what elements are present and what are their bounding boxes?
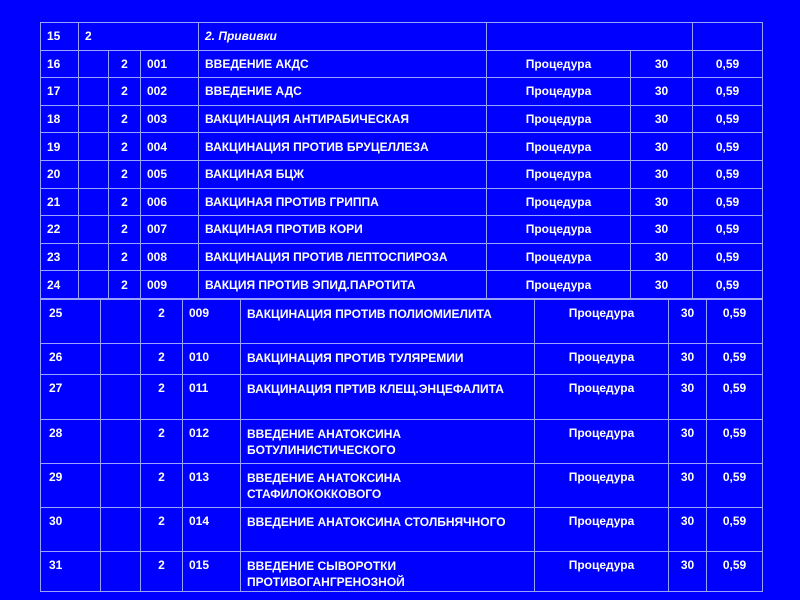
cell-code: 015	[183, 552, 241, 592]
table-row	[41, 160, 763, 188]
cell-price: 0,59	[693, 243, 763, 271]
cell-empty	[101, 464, 141, 508]
cell-price: 0,59	[693, 78, 763, 106]
cell-empty	[79, 216, 109, 244]
table-row	[41, 78, 763, 106]
table-row	[41, 133, 763, 161]
table-row	[41, 243, 763, 271]
cell-unit: Процедура	[487, 78, 631, 106]
cell-qty: 30	[669, 300, 707, 344]
cell-qty: 30	[669, 420, 707, 464]
cell-unit: Процедура	[487, 188, 631, 216]
cell-name: ВАКЦИЯ ПРОТИВ ЭПИД.ПАРОТИТА	[199, 271, 487, 299]
cell-empty	[79, 133, 109, 161]
cell-unit: Процедура	[535, 300, 669, 344]
cell-section: 2	[141, 464, 183, 508]
cell-section: 2	[109, 133, 141, 161]
cell-name: ВАКЦИНАЦИЯ ПРОТИВ ЛЕПТОСПИРОЗА	[199, 243, 487, 271]
cell-unit: Процедура	[487, 271, 631, 299]
cell-name: ВАКЦИНАЯ ПРОТИВ ГРИППА	[199, 188, 487, 216]
cell-name: ВАКЦИНАЯ ПРОТИВ КОРИ	[199, 216, 487, 244]
price-table-bottom	[40, 299, 763, 592]
table-row	[41, 188, 763, 216]
cell-price: 0,59	[693, 105, 763, 133]
cell-unit: Процедура	[535, 344, 669, 375]
cell-price: 0,59	[693, 188, 763, 216]
cell-empty	[79, 105, 109, 133]
cell-qty: 30	[631, 133, 693, 161]
cell-price: 0,59	[707, 508, 763, 552]
cell-code: 005	[141, 160, 199, 188]
cell-section: 2	[141, 344, 183, 375]
table-row	[41, 508, 763, 552]
table-row	[41, 375, 763, 420]
cell-section: 2	[109, 105, 141, 133]
cell-code: 009	[141, 271, 199, 299]
cell-code: 008	[141, 243, 199, 271]
cell-code: 011	[183, 375, 241, 420]
table-row	[41, 300, 763, 344]
cell-qty: 30	[631, 105, 693, 133]
cell-price: 0,59	[693, 216, 763, 244]
cell-name: ВАКЦИНАЯ БЦЖ	[199, 160, 487, 188]
cell-code: 006	[141, 188, 199, 216]
cell-section: 2	[109, 50, 141, 78]
cell-section: 2	[141, 508, 183, 552]
cell-price: 0,59	[693, 133, 763, 161]
cell-code: 014	[183, 508, 241, 552]
cell-name: ВВЕДЕНИЕ АНАТОКСИНА СТАФИЛОКОККОВОГО	[241, 464, 535, 508]
cell-qty: 30	[669, 375, 707, 420]
cell-empty	[79, 160, 109, 188]
cell-section: 2	[109, 78, 141, 106]
cell-unit: Процедура	[487, 133, 631, 161]
cell-name: ВАКЦИНАЦИЯ ПРОТИВ БРУЦЕЛЛЕЗА	[199, 133, 487, 161]
cell-num: 25	[41, 300, 101, 344]
cell-unit: Процедура	[487, 105, 631, 133]
cell-price: 0,59	[693, 160, 763, 188]
cell-empty	[693, 23, 763, 51]
cell-num: 17	[41, 78, 79, 106]
table-row	[41, 216, 763, 244]
cell-num: 21	[41, 188, 79, 216]
cell-section-title: 2. Прививки	[199, 23, 487, 51]
price-table-bottom-body	[41, 300, 763, 592]
cell-name: ВАКЦИНАЦИЯ ПРТИВ КЛЕЩ.ЭНЦЕФАЛИТА	[241, 375, 535, 420]
cell-unit: Процедура	[535, 464, 669, 508]
cell-name: ВВЕДЕНИЕ АНАТОКСИНА СТОЛБНЯЧНОГО	[241, 508, 535, 552]
cell-qty: 30	[669, 508, 707, 552]
table-row	[41, 344, 763, 375]
cell-price: 0,59	[707, 344, 763, 375]
table-row	[41, 50, 763, 78]
cell-qty: 30	[669, 464, 707, 508]
cell-qty: 30	[631, 160, 693, 188]
cell-num: 30	[41, 508, 101, 552]
cell-num: 19	[41, 133, 79, 161]
cell-name: ВВЕДЕНИЕ АКДС	[199, 50, 487, 78]
cell-code: 010	[183, 344, 241, 375]
cell-qty: 30	[669, 552, 707, 592]
cell-empty	[79, 78, 109, 106]
table-row	[41, 464, 763, 508]
cell-unit: Процедура	[535, 375, 669, 420]
cell-name: ВАКЦИНАЦИЯ ПРОТИВ ПОЛИОМИЕЛИТА	[241, 300, 535, 344]
cell-num: 27	[41, 375, 101, 420]
cell-empty	[79, 271, 109, 299]
cell-section: 2	[141, 420, 183, 464]
cell-num: 31	[41, 552, 101, 592]
cell-empty	[101, 375, 141, 420]
cell-empty	[79, 188, 109, 216]
cell-unit: Процедура	[487, 216, 631, 244]
cell-empty	[101, 300, 141, 344]
cell-qty: 30	[631, 216, 693, 244]
cell-qty: 30	[631, 188, 693, 216]
cell-price: 0,59	[707, 420, 763, 464]
cell-name: ВВЕДЕНИЕ АДС	[199, 78, 487, 106]
cell-empty	[79, 50, 109, 78]
cell-unit: Процедура	[535, 552, 669, 592]
table-row-section-header	[41, 23, 763, 51]
cell-code: 003	[141, 105, 199, 133]
cell-empty	[79, 243, 109, 271]
cell-price: 0,59	[707, 464, 763, 508]
cell-num: 16	[41, 50, 79, 78]
cell-section: 2	[109, 216, 141, 244]
cell-price: 0,59	[707, 375, 763, 420]
cell-price: 0,59	[707, 552, 763, 592]
cell-empty	[487, 23, 693, 51]
cell-num: 29	[41, 464, 101, 508]
cell-code: 013	[183, 464, 241, 508]
cell-code: 002	[141, 78, 199, 106]
cell-section: 2	[79, 23, 199, 51]
cell-num: 20	[41, 160, 79, 188]
cell-code: 001	[141, 50, 199, 78]
cell-unit: Процедура	[487, 50, 631, 78]
cell-empty	[101, 508, 141, 552]
cell-section: 2	[109, 160, 141, 188]
cell-unit: Процедура	[487, 243, 631, 271]
cell-num: 26	[41, 344, 101, 375]
cell-code: 007	[141, 216, 199, 244]
cell-num: 23	[41, 243, 79, 271]
cell-section: 2	[141, 375, 183, 420]
cell-code: 009	[183, 300, 241, 344]
cell-name: ВВЕДЕНИЕ СЫВОРОТКИ ПРОТИВОГАНГРЕНОЗНОЙ	[241, 552, 535, 592]
table-row	[41, 552, 763, 592]
price-table-top	[40, 22, 763, 299]
cell-num: 28	[41, 420, 101, 464]
cell-qty: 30	[631, 243, 693, 271]
cell-empty	[101, 344, 141, 375]
cell-code: 004	[141, 133, 199, 161]
cell-qty: 30	[631, 78, 693, 106]
cell-num: 22	[41, 216, 79, 244]
cell-section: 2	[141, 300, 183, 344]
cell-num: 24	[41, 271, 79, 299]
cell-unit: Процедура	[487, 160, 631, 188]
cell-num: 15	[41, 23, 79, 51]
cell-unit: Процедура	[535, 420, 669, 464]
table-row	[41, 271, 763, 299]
cell-empty	[101, 552, 141, 592]
price-table-top-body	[41, 23, 763, 299]
cell-section: 2	[109, 188, 141, 216]
table-row	[41, 105, 763, 133]
cell-section: 2	[109, 271, 141, 299]
cell-unit: Процедура	[535, 508, 669, 552]
cell-name: ВВЕДЕНИЕ АНАТОКСИНА БОТУЛИНИСТИЧЕСКОГО	[241, 420, 535, 464]
cell-name: ВАКЦИНАЦИЯ АНТИРАБИЧЕСКАЯ	[199, 105, 487, 133]
table-row	[41, 420, 763, 464]
cell-price: 0,59	[693, 50, 763, 78]
cell-code: 012	[183, 420, 241, 464]
cell-qty: 30	[631, 50, 693, 78]
cell-name: ВАКЦИНАЦИЯ ПРОТИВ ТУЛЯРЕМИИ	[241, 344, 535, 375]
cell-section: 2	[141, 552, 183, 592]
cell-price: 0,59	[693, 271, 763, 299]
cell-empty	[101, 420, 141, 464]
cell-price: 0,59	[707, 300, 763, 344]
cell-num: 18	[41, 105, 79, 133]
cell-qty: 30	[631, 271, 693, 299]
cell-qty: 30	[669, 344, 707, 375]
cell-section: 2	[109, 243, 141, 271]
